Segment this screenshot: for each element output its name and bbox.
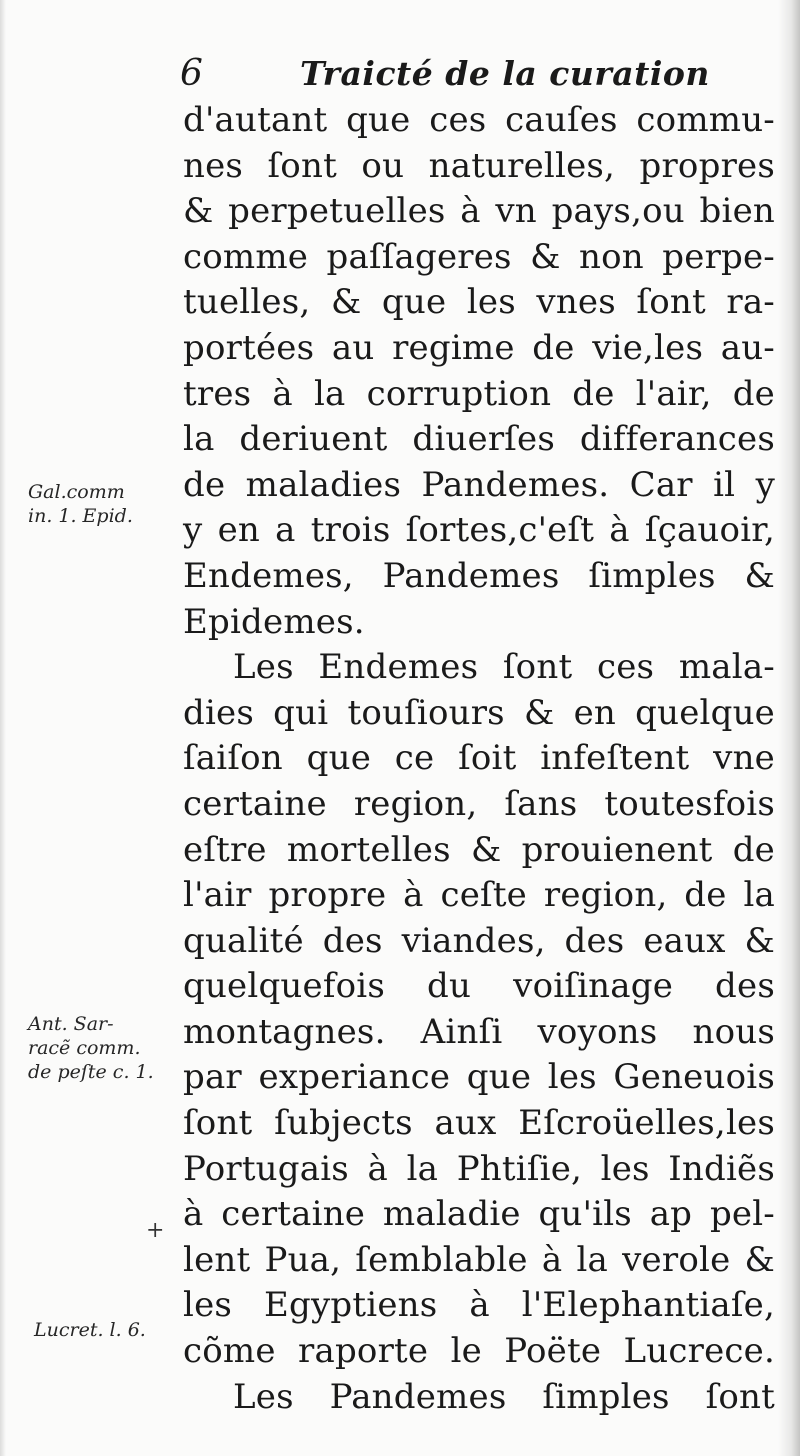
text-line: quelquefois du voiſinage des — [183, 966, 775, 1007]
text-line: tres à la corruption de l'air, de — [183, 373, 775, 414]
margin-note-galen — [28, 480, 178, 528]
text-line: lent Pua, ſemblable à la verole & — [183, 1239, 775, 1280]
margin-note-sarracen — [28, 1012, 178, 1084]
text-line: dies qui touſiours & en quelque — [183, 692, 775, 733]
text-line: cõme raporte le Poëte Lucrece. — [183, 1331, 775, 1372]
text-line: la deriuent diuerſes differances — [183, 419, 775, 460]
text-line-paragraph-start: Les Endemes ſont ces mala- — [233, 647, 775, 688]
text-line: les Egyptiens à l'Elephantiaſe, — [183, 1285, 775, 1326]
text-line: de maladies Pandemes. Car il y — [183, 464, 775, 505]
text-line-paragraph-start: Les Pandemes ſimples ſont — [233, 1376, 775, 1417]
text-line: montagnes. Ainſi voyons nous — [183, 1011, 775, 1052]
text-line: portées au regime de vie,les au- — [183, 327, 775, 368]
running-head — [180, 52, 760, 96]
margin-note-line: Gal.comm — [28, 481, 125, 503]
text-line: nes ſont ou naturelles, propres — [183, 145, 775, 186]
text-line: Endemes, Pandemes ſimples & — [183, 555, 775, 596]
text-line: & perpetuelles à vn pays,ou bien — [183, 191, 775, 232]
text-line: y en a trois ſortes,c'eſt à ſçauoir, — [183, 510, 775, 551]
text-line: comme paſſageres & non perpe- — [183, 236, 775, 277]
text-line: qualité des viandes, des eaux & — [183, 920, 775, 961]
margin-note-lucretius — [34, 1318, 184, 1342]
text-line: eſtre mortelles & prouienent de — [183, 829, 775, 870]
text-line: ſaiſon que ce ſoit infeſtent vne — [183, 738, 775, 779]
page-left-edge-shadow — [0, 0, 6, 1456]
text-line: d'autant que ces cauſes commu- — [183, 100, 775, 140]
margin-note-line: Ant. Sar- — [28, 1013, 114, 1035]
margin-note-line: Lucret. l. 6. — [34, 1319, 146, 1341]
text-line: tuelles, & que les vnes ſont ra- — [183, 282, 775, 323]
page-number: 6 — [180, 53, 203, 94]
margin-mark: + — [146, 1218, 165, 1243]
text-line: l'air propre à ceſte region, de la — [183, 875, 775, 916]
margin-note-line: de peſte c. 1. — [28, 1061, 154, 1083]
text-line: par experiance que les Geneuois — [183, 1057, 775, 1098]
text-line: certaine region, ſans toutesfois — [183, 783, 775, 824]
page-gutter-shadow — [778, 0, 800, 1456]
body-text — [183, 98, 775, 1420]
running-title: Traicté de la curation — [300, 54, 710, 93]
text-line: ſont ſubjects aux Eſcroüelles,les — [183, 1103, 775, 1144]
text-line: à certaine maladie qu'ils ap pel- — [183, 1194, 775, 1235]
text-line: Epidemes. — [183, 601, 365, 642]
text-line: Portugais à la Phtiſie, les Indiẽs — [183, 1148, 775, 1189]
margin-note-line: in. 1. Epid. — [28, 505, 133, 527]
margin-note-line: racẽ comm. — [28, 1037, 141, 1059]
